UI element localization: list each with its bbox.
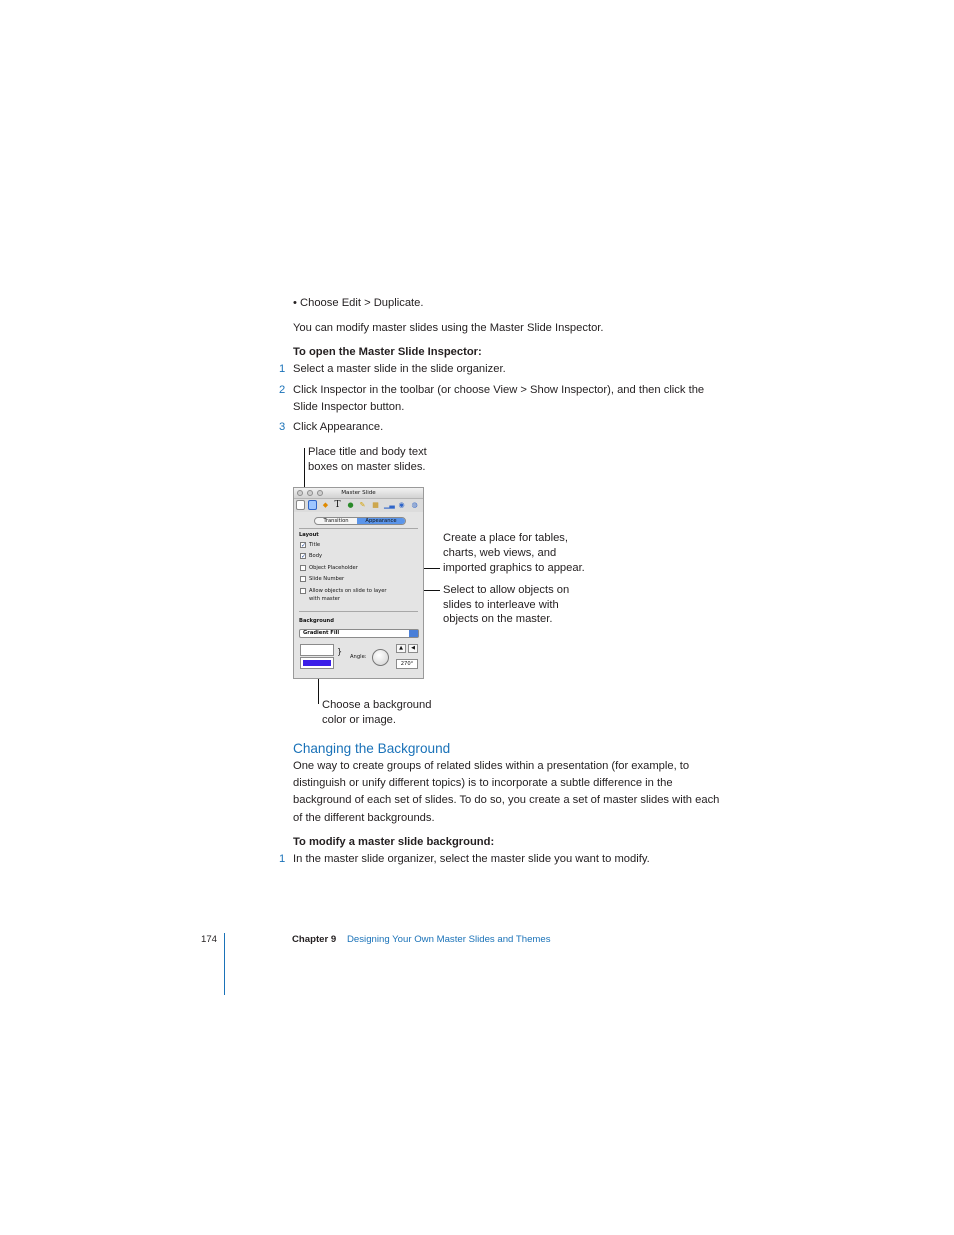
chart-icon[interactable]: ▁▃: [384, 501, 395, 509]
section-paragraph-line: distinguish or unify different topics) is to incorporate a subtle difference in the: [293, 777, 673, 789]
window-title: Master Slide: [341, 490, 376, 496]
divider: [299, 528, 418, 529]
start-color-well[interactable]: [300, 644, 334, 656]
bullet-text: Choose Edit > Duplicate.: [300, 297, 424, 309]
chapter-label: Chapter 9: [292, 934, 337, 945]
chevron-down-icon: [409, 630, 418, 637]
body-option-label: Body: [309, 553, 323, 559]
step-number: 3: [279, 421, 286, 433]
footer-rule: [224, 933, 225, 995]
flip-horizontal-icon[interactable]: ◀: [408, 644, 418, 653]
angle-dial[interactable]: [372, 649, 389, 666]
graphic-icon[interactable]: ●: [347, 501, 354, 509]
inspector-toolbar: [294, 499, 423, 512]
allow-layer-label: Allow objects on slide to layer: [309, 588, 387, 594]
metrics-icon[interactable]: ✎: [359, 501, 366, 509]
text-icon[interactable]: T: [334, 500, 341, 510]
end-color-swatch: [303, 660, 331, 666]
object-placeholder-label: Object Placeholder: [309, 565, 358, 571]
page-number: 174: [201, 934, 218, 945]
step-text: Click Inspector in the toolbar (or choose View > Show Inspector), and then click the: [293, 384, 705, 396]
end-color-well[interactable]: [300, 657, 334, 669]
section-paragraph-line: background of each set of slides. To do so, you create a set of master slides with each: [293, 794, 720, 806]
step-text: In the master slide organizer, select the master slide you want to modify.: [293, 853, 650, 865]
table-icon[interactable]: ▦: [372, 501, 379, 509]
section-paragraph-line: One way to create groups of related slides within a presentation (for example, to: [293, 760, 690, 772]
callout-text: Place title and body text: [308, 446, 427, 458]
callout-text: Create a place for tables,: [443, 532, 568, 544]
slide-number-checkbox[interactable]: [300, 576, 306, 582]
section-heading: Changing the Background: [293, 741, 451, 756]
slide-icon[interactable]: [308, 500, 317, 510]
callout-text: imported graphics to appear.: [443, 562, 585, 574]
step-number: 1: [279, 363, 286, 375]
task-heading: To open the Master Slide Inspector:: [293, 346, 482, 358]
step-text: Click Appearance.: [293, 421, 384, 433]
step-number: 2: [279, 384, 286, 396]
angle-field[interactable]: 270°: [396, 659, 418, 669]
step-text: Select a master slide in the slide organizer.: [293, 363, 506, 375]
intro-paragraph: You can modify master slides using the Master Slide Inspector.: [293, 322, 604, 334]
object-placeholder-checkbox[interactable]: [300, 565, 306, 571]
angle-label: Angle:: [350, 654, 367, 660]
section-paragraph-line: of the different backgrounds.: [293, 812, 435, 824]
callout-text: objects on the master.: [443, 613, 553, 625]
allow-layer-checkbox[interactable]: [300, 588, 306, 594]
allow-layer-label: with master: [309, 596, 340, 602]
swap-colors-icon[interactable]: }: [337, 647, 343, 656]
flip-vertical-icon[interactable]: ▲: [396, 644, 406, 653]
callout-text: Choose a background: [322, 699, 432, 711]
start-color-swatch: [303, 647, 331, 653]
callout-text: color or image.: [322, 714, 396, 726]
step-text: Slide Inspector button.: [293, 401, 405, 413]
bullet-glyph: •: [293, 297, 297, 309]
inspector-tabs: [314, 517, 406, 525]
master-slide-inspector: [293, 487, 424, 679]
callout-text: slides to interleave with: [443, 599, 559, 611]
quicktime-icon[interactable]: ◍: [411, 501, 418, 509]
title-checkbox[interactable]: ✓: [301, 542, 307, 549]
background-label: Background: [299, 618, 334, 624]
task-heading: To modify a master slide background:: [293, 836, 495, 848]
tab-transition[interactable]: Transition: [323, 518, 349, 524]
hyperlink-icon[interactable]: ◉: [398, 501, 405, 509]
title-option-label: Title: [309, 542, 321, 548]
build-icon[interactable]: ◆: [322, 501, 329, 509]
document-icon[interactable]: [296, 500, 305, 510]
inspector-titlebar: [294, 488, 423, 499]
layout-label: Layout: [299, 532, 319, 538]
divider: [299, 611, 418, 612]
callout-text: Select to allow objects on: [443, 584, 570, 596]
tab-appearance[interactable]: Appearance: [357, 518, 405, 524]
step-number: 1: [279, 853, 286, 865]
callout-text: charts, web views, and: [443, 547, 557, 559]
background-fill-select[interactable]: [299, 629, 419, 638]
slide-number-label: Slide Number: [309, 576, 345, 582]
chapter-title: Designing Your Own Master Slides and Themes: [347, 934, 551, 945]
bullet-item: [293, 295, 423, 312]
body-checkbox[interactable]: ✓: [301, 553, 307, 560]
callout-text: boxes on master slides.: [308, 461, 426, 473]
fill-value: Gradient Fill: [303, 630, 340, 636]
